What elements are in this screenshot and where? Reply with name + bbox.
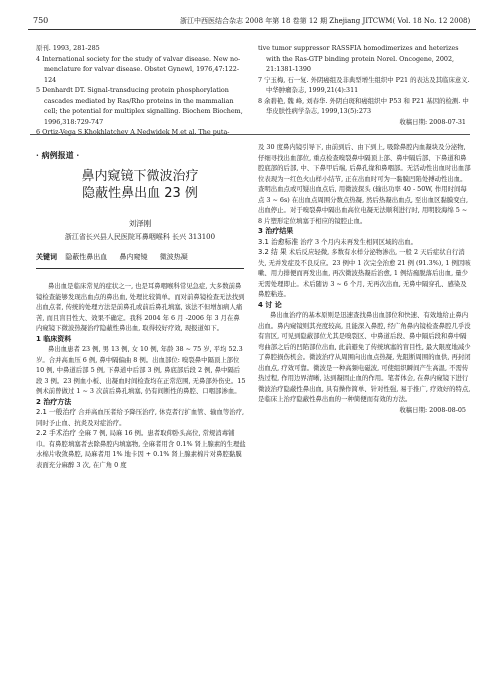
body-right-column bbox=[258, 142, 472, 415]
reference-item: 8 余碧艳, 魏 峰, 刘春华. 外阴白斑和癌组织中 P53 和 P21 基因的检测. 中华皮肤性病学杂志, 1999,13(5):273 bbox=[258, 96, 469, 115]
reference-item: 原刊. 1993, 281-285 bbox=[36, 44, 100, 52]
paragraph: 术后反应轻微, 多数有水样分泌物渗出, 一般 2 天后症状自行消失, 无并发症及不良反应。23 例中 1 次完全治愈 21 例 (91.3%), 1 例因咳嗽、用力排便而再发出血, 再次微波热凝后治愈, 1 例结痂脱落后出血, 量少无需处理即止。术后随访 3 ~ 6 个月, 无再次出血, 无鼻中隔穿孔、感染及鼻腔粘连。 bbox=[258, 248, 471, 298]
references-left bbox=[36, 43, 244, 138]
journal-header: 浙江中西医结合杂志 2008 年第 18 卷第 12 期 Zhejiang JITCWM( Vol. 18 No. 12 2008) bbox=[180, 17, 471, 25]
paragraph: 合并高血压者给予降压治疗, 休克者行扩血管、输血等治疗, 同时予止血、抗炎及对症治疗。 bbox=[36, 408, 245, 427]
keywords-rule bbox=[36, 268, 244, 269]
keyword: 微波热凝 bbox=[159, 253, 188, 261]
paragraph: 鼻出血患者 23 例, 男 13 例, 女 10 例, 年龄 38 ~ 75 岁, 平均 52.3 岁。合并高血压 6 例, 鼻中隔偏曲 8 例。出血部位: 嗅裂鼻中隔顶上部位 10 例, 中鼻道后部 5 例, 下鼻道中后部 3 例, 鼻底部后段 2 例, 鼻中隔后段 3 例。23 例血小板、出凝血时间检查均在正常范围, 无鼻部外伤史。15 例术前曾做过 1 ~ 3 次前后鼻孔填塞, 仍有间断性的鼻腔、口咽部渗血。 bbox=[36, 345, 246, 395]
keyword: 鼻内窥镜 bbox=[119, 253, 148, 261]
intro-paragraph: 鼻出血是临床常见的症状之一, 也是耳鼻咽喉科常见急症, 大多数前鼻镜检查能够发现出血点的鼻出血, 处理比较简单。而对前鼻镜检查无法找到出血点者, 传统的处理方法是前鼻孔或前后鼻孔填塞, 该法不但增加病人痛苦, 而且盲目性大、效果不确定。我科 2004 年 6 月 -2006 年 3 月在鼻内窥镜下微波热凝治疗隐蔽性鼻出血, 取得较好疗效, 现报道如下。 bbox=[36, 282, 245, 332]
page-header bbox=[0, 0, 502, 26]
references-right bbox=[258, 43, 472, 127]
column-tag: · 病例报道 · bbox=[36, 150, 80, 160]
keyword: 隐蔽性鼻出血 bbox=[65, 253, 108, 261]
section-heading: 3 治疗结果 bbox=[258, 227, 294, 235]
paragraph: 全麻 7 例, 局麻 16 例。患者取仰卧头高位, 常规消毒铺巾。有鼻腔填塞者去除鼻腔内填塞物, 全麻者用含 0.1% 肾上腺素的生理盐水棉片收敛鼻腔, 局麻者用 1% 地卡因 + 0.1% 肾上腺素棉片对鼻腔黏膜表面充分麻醉 3 次, 在广角 0 度 bbox=[36, 429, 246, 469]
section-heading: 1 临床资料 bbox=[36, 334, 72, 343]
reference-item: 6 Ortiz-Vega S,Khokhlatchev A,Nedwidek M,et al. The puta- bbox=[36, 128, 230, 136]
subsection-label: 2.1 一般治疗 bbox=[36, 408, 77, 416]
received-date: 收稿日期: 2008-07-31 bbox=[399, 117, 466, 126]
reference-item: 5 Denhardt DT. Signal-transducing protein phosphorylation cascades mediated by Ras/Rho proteins in the mammalian cell; the potential for multiplex signalling. Biochem Biochem, 1996,318:729-747 bbox=[36, 86, 243, 126]
affiliation: 浙江省长兴县人民医院耳鼻咽喉科 长兴 313100 bbox=[64, 233, 216, 241]
paragraph: 鼻出血治疗的基本原则是迅速查找鼻出血部位和快速、有效地给止鼻内出血。鼻内窥镜则其亮度较高, 且能深入鼻腔, 经广角鼻内镜检查鼻腔几乎没有盲区, 可见到隐蔽部位尤其是嗅裂区、中鼻道后段、鼻中隔后段和鼻中隔弯曲部之后的凹陷部位出血, 此前避免了传统填塞的盲目性, 最大限度地减少了鼻腔损伤机会。微波治疗从周围向出血点热凝, 先阻断周围的血供, 再封闭出血点, 疗效可靠。微波是一种高频电磁波, 可使组织瞬间产生高温, 不需传热过程, 作用边界清晰, 达到凝固止血的作用。笔者体会, 在鼻内窥镜下进行微波治疗隐蔽性鼻出血, 具有操作简单、针对性强, 易于推广, 疗效好的特点, 是临床上治疗隐蔽性鼻出血的一种简便而有效的方法。 bbox=[258, 311, 471, 403]
subsection-label: 3.1 治愈标准 bbox=[258, 237, 299, 246]
subsection-label: 2.2 手术治疗 bbox=[36, 429, 77, 437]
section-heading: 2 治疗方法 bbox=[36, 397, 72, 406]
keywords bbox=[36, 252, 244, 262]
section-heading: 4 讨 论 bbox=[258, 300, 282, 309]
page-number: 750 bbox=[33, 16, 49, 25]
reference-item: 7 宁玉梅, 石一复. 外阴癌组及非典型增生组织中 P21 的表达及其临床意义. 中华肿瘤杂志, 1999,21(4):311 bbox=[258, 75, 470, 94]
reference-item: 4 International society for the study of valvar disease. New no-menclature for valvar disease. Obstet Gynewl, 1976,47:122-124 bbox=[36, 54, 241, 84]
subsection-label: 3.2 结 果 bbox=[258, 248, 287, 256]
header-rule bbox=[28, 29, 476, 30]
body-left-column bbox=[36, 281, 246, 470]
received-date: 收稿日期: 2008-08-05 bbox=[399, 405, 466, 414]
paragraph: 及 30 度鼻内镜引导下, 由前到后、由下到上, 吸除鼻腔内血凝块及分泌物, 仔细寻找出血部位, 重点检查嗅裂鼻中隔顶上部、鼻中隔后部、下鼻道和鼻腔底部的后部, 中、下鼻甲后端, 后鼻孔缘和鼻咽部。无活动性出血时出血部位表现为一红色火山样小结节, 正在出血时可为一黏膜凹陷处搏动性出血。查明出血点或可疑出血点后, 用微波探头 (输出功率 40 - 50W, 作用时间每点 3 ~ 6s) 在出血点周围分数点热凝, 然后热凝出血点, 至出血区黏膜变白, 出血停止。对于嗅裂鼻中隔出血高位电凝无法顺利进行时, 用明胶海绵 5 ~ 8 片塑形定位填塞于相应的镜腔止血。 bbox=[258, 143, 471, 225]
article-title-line2: 隐蔽性鼻出血 23 例 bbox=[82, 186, 198, 201]
keywords-label: 关键词 bbox=[36, 252, 57, 261]
paragraph: 治疗 3 个月内未再发生相同区域的出血。 bbox=[300, 237, 417, 246]
author: 刘泽刚 bbox=[128, 219, 152, 228]
reference-item: tive tumor suppressor RASSFIA homodimerizes and heterizes with the Ras-GTP binding protein Norel. Oncogene, 2002, 21:1381-1390 bbox=[258, 44, 459, 73]
article-title-block bbox=[36, 160, 244, 242]
article-title: 鼻内窥镜下微波治疗 bbox=[81, 169, 199, 184]
section-separator bbox=[30, 134, 470, 135]
